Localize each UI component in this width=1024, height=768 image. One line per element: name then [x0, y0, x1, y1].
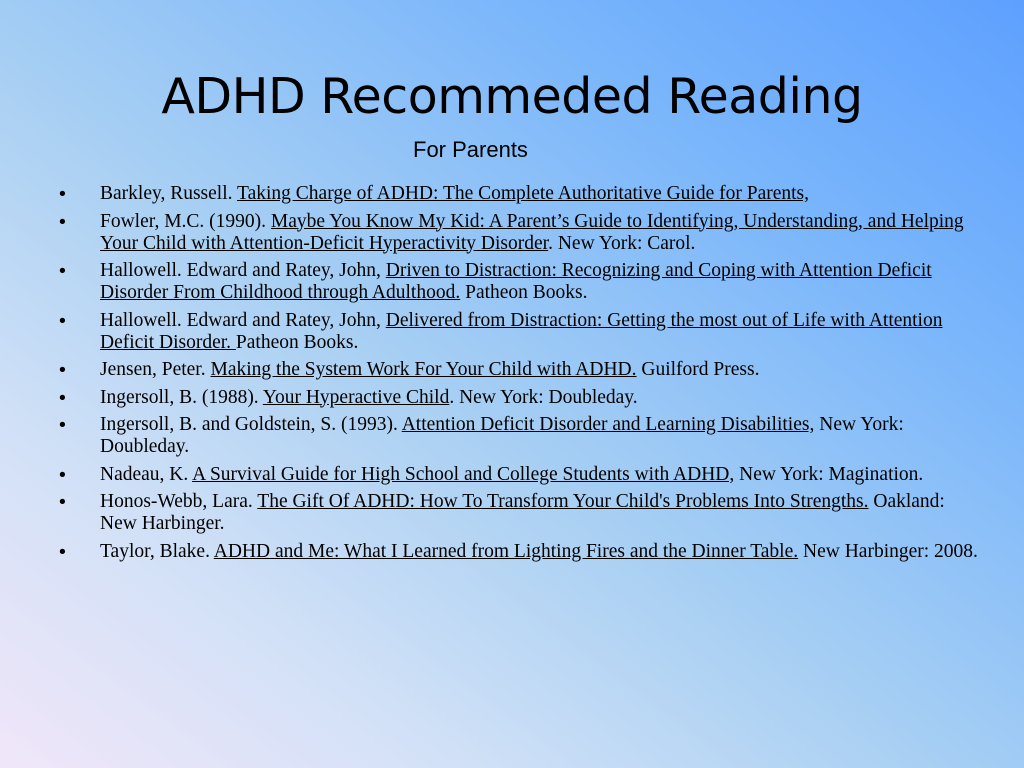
author-text: Honos-Webb, Lara.: [100, 491, 258, 512]
book-title: Taking Charge of ADHD: The Complete Authoritative Guide for Parents,: [237, 183, 810, 204]
book-title: Making the System Work For Your Child with ADHD.: [210, 359, 637, 380]
list-item: [59, 386, 980, 409]
bullet-icon: •: [59, 309, 66, 332]
list-item: [59, 359, 980, 381]
bullet-icon: •: [59, 491, 66, 513]
list-item: [59, 260, 980, 304]
publisher-text: New York: Magination.: [734, 463, 924, 485]
bullet-icon: •: [59, 540, 66, 563]
slide-subtitle: For Parents: [413, 137, 528, 162]
publisher-text: New Harbinger: 2008.: [798, 540, 978, 562]
author-text: Barkley, Russell.: [100, 183, 238, 204]
author-text: Ingersoll, B. (1988).: [100, 386, 263, 408]
author-text: Taylor, Blake.: [100, 540, 214, 562]
author-text: Hallowell. Edward and Ratey, John,: [100, 260, 386, 281]
list-item: [59, 210, 980, 255]
publisher-text: Guilford Press.: [636, 359, 760, 380]
book-title: Your Hyperactive Child: [262, 386, 450, 408]
book-title: Maybe You Know My Kid: A Parent’s Guide to Identifying, Understanding, and Helping Your Child with Attention-Deficit Hyperactivity Disorder: [100, 210, 964, 254]
list-item: [59, 183, 980, 205]
book-title: The Gift Of ADHD: How To Transform Your Child's Problems Into Strengths.: [257, 491, 869, 512]
list-item: [59, 463, 980, 486]
book-title: Delivered from Distraction: Getting the most out of Life with Attention Deficit Disorder.: [100, 309, 943, 353]
publisher-text: Patheon Books.: [235, 331, 359, 353]
author-text: Hallowell. Edward and Ratey, John,: [100, 309, 386, 331]
author-text: Ingersoll, B. and Goldstein, S. (1993).: [100, 414, 402, 435]
list-item: [59, 414, 980, 458]
author-text: Fowler, M.C. (1990).: [100, 210, 271, 232]
book-title: Attention Deficit Disorder and Learning Disabilities,: [401, 414, 815, 435]
publisher-text: New York: Doubleday.: [100, 414, 904, 457]
author-text: Jensen, Peter.: [100, 359, 211, 380]
publisher-text: . New York: Carol.: [548, 232, 696, 254]
bullet-icon: •: [59, 386, 66, 409]
author-text: Nadeau, K.: [100, 463, 193, 485]
list-item: [59, 491, 980, 535]
publisher-text: Patheon Books.: [460, 282, 588, 303]
book-title: ADHD and Me: What I Learned from Lighting Fires and the Dinner Table.: [213, 540, 799, 562]
bullet-icon: •: [59, 463, 66, 486]
slide-title: ADHD Recommeded Reading: [161, 68, 863, 125]
bullet-icon: •: [59, 359, 66, 381]
bullet-icon: •: [59, 260, 66, 282]
book-title: A Survival Guide for High School and College Students with ADHD,: [192, 463, 735, 485]
publisher-text: . New York: Doubleday.: [449, 386, 638, 408]
bullet-icon: •: [59, 183, 66, 205]
publisher-text: Oakland: New Harbinger.: [100, 491, 945, 534]
reading-list: [59, 183, 980, 568]
list-item: [59, 309, 980, 354]
bullet-icon: •: [59, 210, 66, 233]
book-title: Driven to Distraction: Recognizing and Coping with Attention Deficit Disorder From Childhood through Adulthood.: [100, 260, 932, 303]
list-item: [59, 540, 980, 563]
bullet-icon: •: [59, 414, 66, 436]
